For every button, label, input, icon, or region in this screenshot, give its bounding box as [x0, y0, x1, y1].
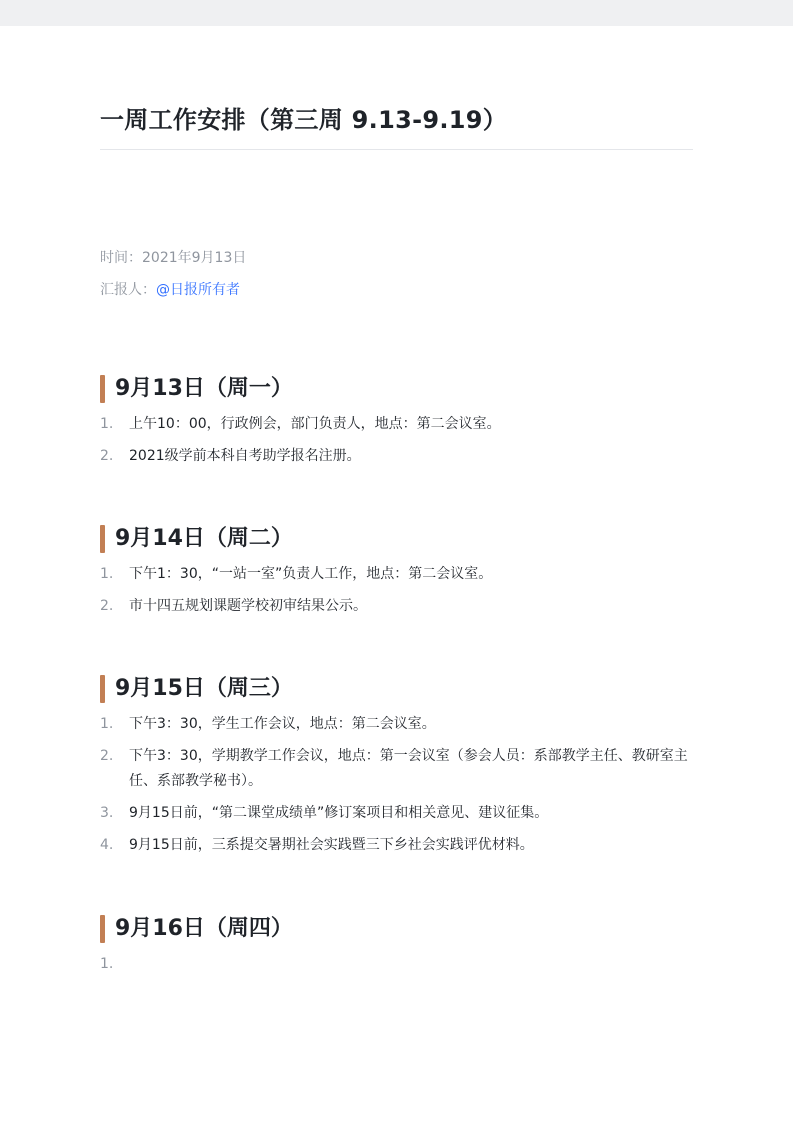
list-item [100, 712, 693, 737]
time-row [100, 248, 246, 268]
list-number: 1. [100, 716, 114, 732]
list-number: 1. [100, 416, 114, 432]
list-number: 1. [100, 956, 114, 972]
title-divider [100, 149, 693, 150]
time-label: 时间： [100, 250, 142, 266]
day-section-tue [100, 524, 693, 626]
document-page [0, 26, 793, 1123]
heading-accent-bar [100, 675, 105, 703]
list-item [100, 412, 693, 437]
top-band [0, 0, 793, 26]
list-item [100, 833, 693, 858]
section-title: 9月14日（周二） [115, 526, 293, 551]
list-number: 2. [100, 748, 114, 764]
list-number: 3. [100, 805, 114, 821]
section-title: 9月15日（周三） [115, 676, 293, 701]
list-text: 9月15日前，三系提交暑期社会实践暨三下乡社会实践评优材料。 [129, 837, 534, 853]
task-list [100, 412, 693, 469]
list-item [100, 562, 693, 587]
day-section-mon [100, 374, 693, 476]
list-text: 下午3：30，学生工作会议，地点：第二会议室。 [129, 716, 436, 732]
list-item [100, 594, 693, 619]
list-number: 4. [100, 837, 114, 853]
list-text: 9月15日前，“第二课堂成绩单”修订案项目和相关意见、建议征集。 [129, 805, 549, 821]
list-item [100, 444, 693, 469]
section-heading [100, 914, 693, 944]
section-title: 9月16日（周四） [115, 916, 293, 941]
list-text: 下午3：30，学期教学工作会议，地点：第一会议室（参会人员：系部教学主任、教研室主任、系部教学秘书）。 [129, 748, 688, 789]
section-heading [100, 524, 693, 554]
list-text: 2021级学前本科自考助学报名注册。 [129, 448, 361, 464]
section-title: 9月13日（周一） [115, 376, 293, 401]
day-section-thu [100, 914, 693, 972]
heading-accent-bar [100, 915, 105, 943]
reporter-label: 汇报人： [100, 282, 156, 298]
section-heading [100, 674, 693, 704]
list-text: 上午10：00，行政例会，部门负责人，地点：第二会议室。 [129, 416, 501, 432]
list-number: 2. [100, 448, 114, 464]
heading-accent-bar [100, 525, 105, 553]
time-value: 2021年9月13日 [142, 250, 247, 266]
list-text: 市十四五规划课题学校初审结果公示。 [129, 598, 367, 614]
list-item [100, 744, 693, 794]
document-title: 一周工作安排（第三周 9.13-9.19） [100, 106, 508, 134]
task-list [100, 562, 693, 619]
reporter-mention[interactable]: @日报所有者 [156, 282, 240, 298]
list-item [100, 801, 693, 826]
list-number: 2. [100, 598, 114, 614]
heading-accent-bar [100, 375, 105, 403]
reporter-row [100, 280, 240, 300]
list-text: 下午1：30，“一站一室”负责人工作，地点：第二会议室。 [129, 566, 493, 582]
day-section-wed [100, 674, 693, 865]
task-list [100, 712, 693, 858]
list-number: 1. [100, 566, 114, 582]
section-heading [100, 374, 693, 404]
